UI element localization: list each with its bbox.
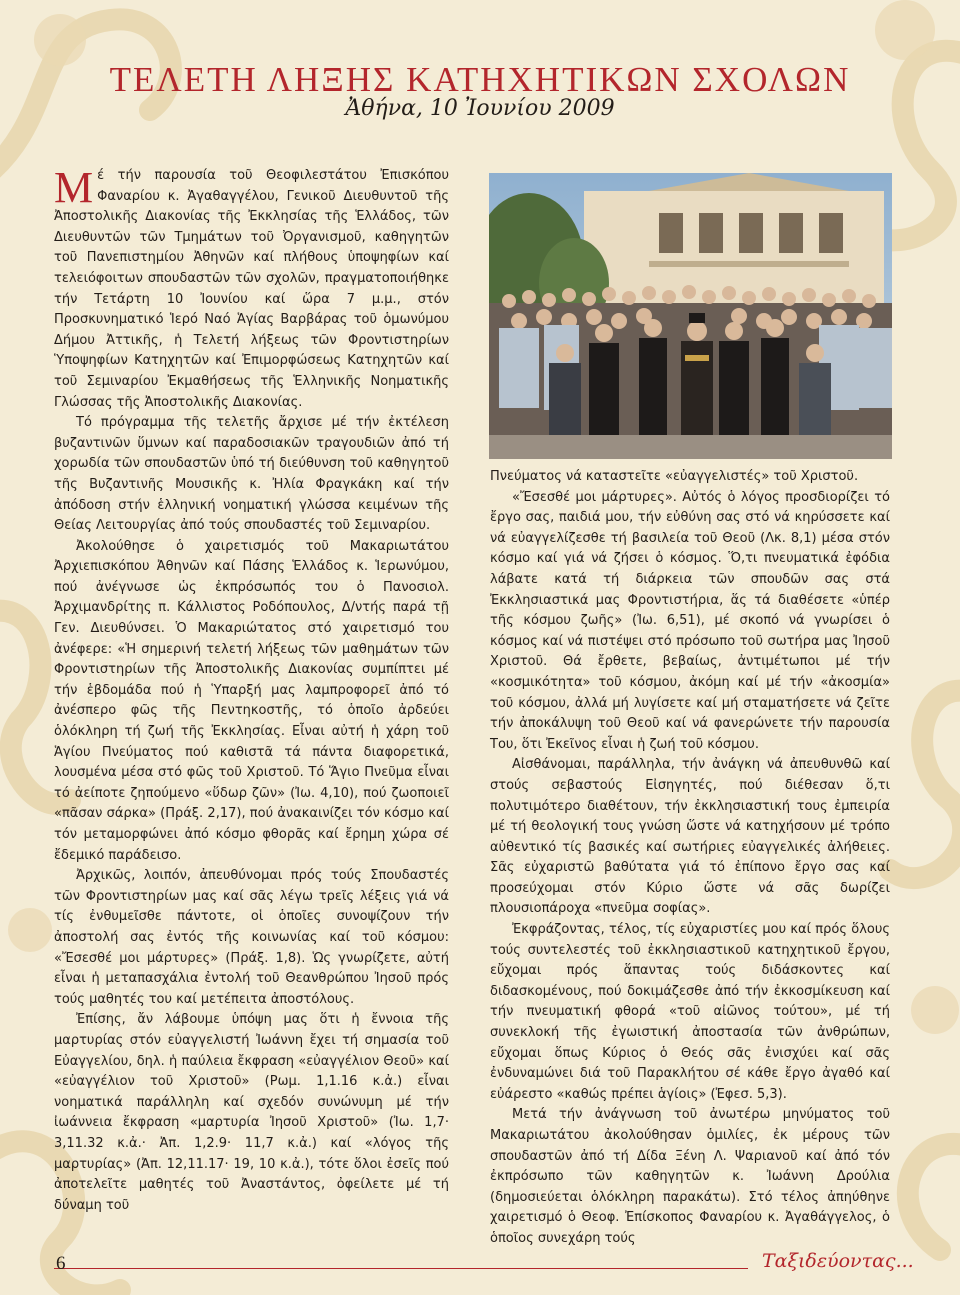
footer-divider [54,1268,748,1269]
article-paragraph: Ἐπίσης, ἄν λάβουμε ὑπόψη μας ὅτι ἡ ἔννοια τῆς μαρτυρίας στόν εὐαγγελιστή Ἰωάννη ἔχει τή σημασία τοῦ Εὐαγγελίου, δηλ. ἡ παύλεια ἔκφραση «εὐαγγέλιον Θεοῦ» καί «εὐαγγέλιον τοῦ Χριστοῦ» (Ρωμ. 1,1.16 κ.ἀ.) εἶναι νοηματικά παράλληλη καί σχεδόν συνώνυμη μέ τήν ἰωάννεια ἔκφραση «μαρτυρία Ἰησοῦ Χριστοῦ» (Ἰω. 1,7· 3,11.32 κ.ἀ.· Ἀπ. 1,2.9· 11,7 κ.ἀ.) καί «λόγος τῆς μαρτυρίας» (Ἀπ. 12,11.17· 19, 10 κ.ἀ.), τότε ὅλοι ἐσεῖς πού ἀποτελεῖτε μαθητές τοῦ Ἀναστάντος, ὀφείλετε μέ τή δύναμη τοῦ [54,1012,449,1213]
article-paragraph: «Ἔσεσθέ μοι μάρτυρες». Αὐτός ὁ λόγος προσδιορίζει τό ἔργο σας, παιδιά μου, τήν εὐθύνη σας στό νά κηρύσσετε καί νά εὐαγγελίζεσθε τή βασιλεία τοῦ Θεοῦ (Λκ. 8,1) μέσα στόν κόσμο καί γιά νά ζήσει ὁ κόσμος. Ὅ,τι πνευματικά ἐφόδια λάβατε κατά τή διάρκεια τῶν σπουδῶν σας στά Ἐκκλησιαστικά μας Φροντιστήρια, ἅς τά διαθέσετε «ὑπέρ τῆς κόσμου ζωῆς» (Ἰω. 6,51), μέ σκοπό νά γνωρίσει ὁ κόσμος καί νά πιστέψει στό πρόσωπο τοῦ σωτήρα μας Ἰησοῦ Χριστοῦ. Θά ἔρθετε, βεβαίως, ἀντιμέτωποι μέ τήν «κοσμικότητα» τοῦ κόσμου, ἀκόμη καί μέ τήν «ἀκοσμία» τοῦ κόσμου, ἀλλά μή λυγίσετε καί μή σταματήσετε νά ζεῖτε τήν ἀποκάλυψη τοῦ Θεοῦ καί νά φανερώνετε τήν παρουσία Του, ὅτι Ἐκεῖνος εἶναι ἡ ζωή τοῦ κόσμου. [490,489,890,752]
page-number: 6 [56,1253,66,1274]
article-subtitle: Ἀθήνα, 10 Ἰουνίου 2009 [345,96,615,121]
group-photo-illustration [489,173,892,459]
article-paragraph: Μετά τήν ἀνάγνωση τοῦ ἀνωτέρω μηνύματος τοῦ Μακαριωτάτου ἀκολούθησαν ὁμιλίες, ἐκ μέρους τῶν σπουδαστῶν ἀπό τή Δίδα Ξένη Λ. Ψαριανοῦ καί ἀπό τόν ἐκπρόσωπο τῶν καθηγητῶν κ. Ἰωάννη Δρούλια (δημοσιεύεται ὁλόκληρη παρακάτω). Στό τέλος ἀπηύθηνε χαιρετισμό ὁ Θεοφ. Ἐπίσκοπος Φαναρίου κ. Ἀγαθάγγελος, ὁ ὁποῖος συνεχάρη τούς [490,1107,890,1246]
article-paragraph: Ἀκολούθησε ὁ χαιρετισμός τοῦ Μακαριωτάτου Ἀρχιεπισκόπου Ἀθηνῶν καί Πάσης Ἑλλάδος κ. Ἱερωνύμου, πού ἀνέγνωσε ὡς ἐκπρόσωπός του ὁ Πανοσιολ. Ἀρχιμανδρίτης π. Κάλλιστος Ροδόπουλος, Δ/ντής παρά τῇ Γεν. Διευθύνσει. Ὁ Μακαριώτατος στό χαιρετισμό του ἀνέφερε: «Ἡ σημερινή τελετή λήξεως τῶν μαθημάτων τῶν Φροντιστηρίων τῆς Ἀποστολικῆς Διακονίας συμπίπτει μέ τήν ἑβδομάδα πού ἡ Ὑπαρξή μας λαμπροφορεῖ ἀπό τό ἀνέσπερο φῶς τῆς Πεντηκοστῆς, τό ὁποῖο ἀρδεύει ὁλόκληρη τή ζωή τῆς Ἐκκλησίας. Εἶναι αὐτή ἡ χάρη τοῦ Ἁγίου Πνεύματος πού καθιστᾶ τά πάντα διαφορετικά, λουσμένα μέσα στό φῶς τοῦ Χριστοῦ. Τό Ἅγιο Πνεῦμα εἶναι τό ἀείποτε ζηπούμενο «ὕδωρ ζῶν» (Ἰω. 4,10), πού ζωοποιεῖ «πᾶσαν σάρκα» (Πράξ. 2,17), πού ἀνακαινίζει τόν κόσμο καί τόν μεταμορφώνει ἀπό κόσμο φθορᾶς καί ἔρημη χώρα σέ ἔδεμικό παράδεισο. [54,538,449,863]
article-paragraph [54,163,449,413]
paragraph-text: έ τήν παρουσία τοῦ Θεοφιλεστάτου Ἐπισκόπου Φαναρίου κ. Ἀγαθαγγέλου, Γενικοῦ Διευθυντοῦ τῆς Ἀποστολικῆς Διακονίας τῆς Ἐκκλησίας τῆς Ἑλλάδος, τῶν Διευθυντῶν τῶν Τμημάτων τοῦ Ὀργανισμοῦ, καθηγητῶν τοῦ Πανεπιστημίου Ἀθηνῶν καί πλήθους ὑποψηφίων καί τελειόφοιτων σπουδαστῶν τῶν σχολῶν, πραγματοποιήθηκε τήν Τετάρτη 10 Ἰουνίου καί ὥρα 7 μ.μ., στόν Προσκυνηματικό Ἱερό Ναό Ἁγίας Βαρβάρας τοῦ ὁμωνύμου Δήμου Ἀττικῆς, ἡ Τελετή λήξεως τῶν Φροντιστηρίων Ὑποψηφίων Κατηχητῶν καί Ἐπιμορφώσεως Κατηχητῶν καί τοῦ Σεμιναρίου Ἐκμαθήσεως τῆς Ἑλληνικῆς Νοηματικῆς Γλώσσας τῆς Ἀποστολικῆς Διακονίας. [54,168,449,410]
article-paragraph: Αἰσθάνομαι, παράλληλα, τήν ἀνάγκη νά ἀπευθυνθῶ καί στούς σεβαστούς Εἰσηγητές, πού διέθεσαν ὅ,τι πολυτιμότερο διαθέτουν, τήν ἐκκλησιαστική τους ἐμπειρία μέ τή θεολογική τους γνώση ὥστε νά κατηχήσουν μέ τρόπο αὐθεντικό τίς βασικές καί σωτήριες εὐαγγελικές ἀλήθειες. Σᾶς εὐχαριστῶ βαθύτατα γιά τό ἐπίπονο ἔργο σας καί προσεύχομαι στόν Κύριο ὥστε νά σᾶς δωρίζει πλουσιοπάροχα «πνεῦμα σοφίας». [490,757,890,917]
left-column [54,163,449,1216]
drop-cap: Μ [54,163,94,212]
article-paragraph: Τό πρόγραμμα τῆς τελετῆς ἄρχισε μέ τήν ἐκτέλεση βυζαντινῶν ὕμνων καί παραδοσιακῶν τραγουδιῶν ἀπό τή χορωδία τῶν σπουδαστῶν ὑπό τή διεύθυνση τοῦ καθηγητοῦ τῆς Βυζαντινῆς Μουσικῆς κ. Ἠλία Φραγκάκη καί τήν ἀπόδοση στήν ἑλληνική νοηματική γλώσσα κειμένων τῆς Θείας Λειτουργίας ἀπό τούς σπουδαστές τοῦ Σεμιναρίου. [54,415,449,534]
article-paragraph: Ἀρχικῶς, λοιπόν, ἀπευθύνομαι πρός τούς Σπουδαστές τῶν Φροντιστηρίων μας καί σᾶς λέγω τρεῖς λέξεις γιά νά τίς ἐνθυμεῖσθε πάντοτε, οἱ ὁποῖες συνοψίζουν τήν ἀποστολή σας ἐντός τῆς κοινωνίας καί τοῦ κόσμου: «Ἔσεσθέ μοι μάρτυρες» (Πράξ. 1,8). Ὡς γνωρίζετε, αὐτή εἶναι ἡ μεταπασχάλια ἐντολή τοῦ Θεανθρώπου Ἰησοῦ πρός τούς μαθητές του καί μετέπειτα ἀποστόλους. [54,868,449,1007]
article-paragraph: Ἐκφράζοντας, τέλος, τίς εὐχαριστίες μου καί πρός ὅλους τούς συντελεστές τοῦ ἐκκλησιαστικοῦ κατηχητικοῦ ἔργου, εὔχομαι πρός ἅπαντας τούς διδάσκοντες καί διδασκομένους, πού δοκιμάζεσθε ἀπό τήν ἐκκοσμίκευση καί τήν πνευματική φθορά «τοῦ αἰῶνος τούτου», μέ τή συνεκλοκή τῆς ἐγωιστική ἀποστασία τῶν ἀνθρώπων, εὔχομαι ὅπως Κύριος ὁ Θεός σᾶς ἐνισχύει καί σᾶς ἐνδυναμώνει διά τοῦ Παρακλήτου σέ κάθε ἔργο ἀγαθό καί εὐάρεστο «καθώς πρέπει ἁγίοις» (Ἐφεσ. 5,3). [490,922,890,1102]
group-photo [489,173,892,459]
magazine-name: Ταξιδεύοντας... [762,1250,914,1272]
article-title: ΤΕΛΕΤΗ ΛΗΞΗΣ ΚΑΤΗΧΗΤΙΚΩΝ ΣΧΟΛΩΝ [109,60,851,99]
right-column [490,467,890,1250]
article-paragraph: Πνεύματος νά καταστεῖτε «εὐαγγελιστές» τοῦ Χριστοῦ. [490,469,859,484]
